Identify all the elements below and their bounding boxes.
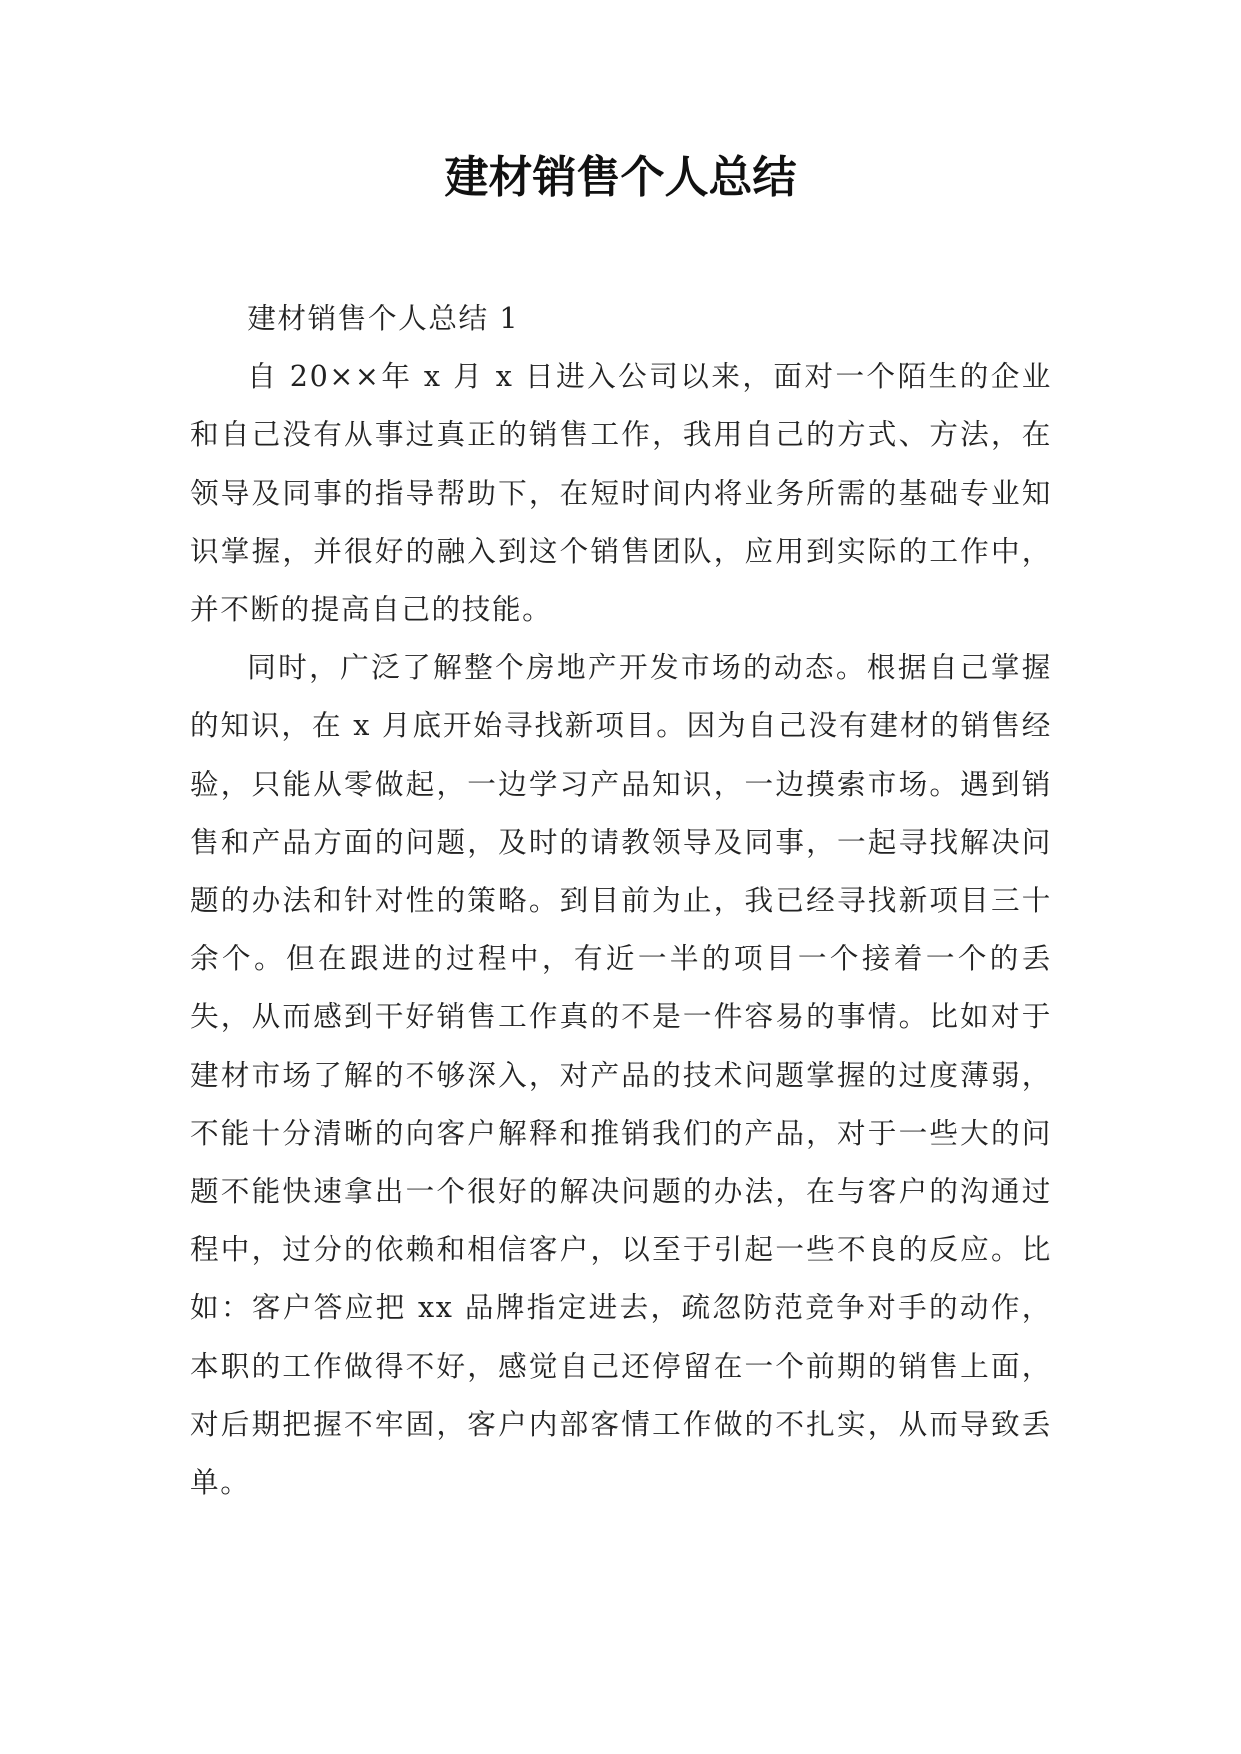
section-heading: 建材销售个人总结 1 [247,301,520,335]
document-body [190,289,1052,1511]
paragraph-2: 同时，广泛了解整个房地产开发市场的动态。根据自己掌握的知识，在 x 月底开始寻找新项目。因为自己没有建材的销售经验，只能从零做起，一边学习产品知识，一边摸索市场。遇到销售和产品方面的问题，及时的请教领导及同事，一起寻找解决问题的办法和针对性的策略。到目前为止，我已经寻找新项目三十余个。但在跟进的过程中，有近一半的项目一个接着一个的丢失，从而感到干好销售工作真的不是一件容易的事情。比如对于建材市场了解的不够深入，对产品的技术问题掌握的过度薄弱，不能十分清晰的向客户解释和推销我们的产品，对于一些大的问题不能快速拿出一个很好的解决问题的办法，在与客户的沟通过程中，过分的依赖和相信客户，以至于引起一些不良的反应。比如：客户答应把 xx 品牌指定进去，疏忽防范竞争对手的动作，本职的工作做得不好，感觉自己还停留在一个前期的销售上面，对后期把握不牢固，客户内部客情工作做的不扎实，从而导致丢单。 [190,650,1052,1500]
document-title: 建材销售个人总结 [444,152,797,203]
paragraph-1: 自 20××年 x 月 x 日进入公司以来，面对一个陌生的企业和自己没有从事过真正的销售工作，我用自己的方式、方法，在领导及同事的指导帮助下，在短时间内将业务所需的基础专业知识掌握，并很好的融入到这个销售团队，应用到实际的工作中，并不断的提高自己的技能。 [190,359,1052,627]
